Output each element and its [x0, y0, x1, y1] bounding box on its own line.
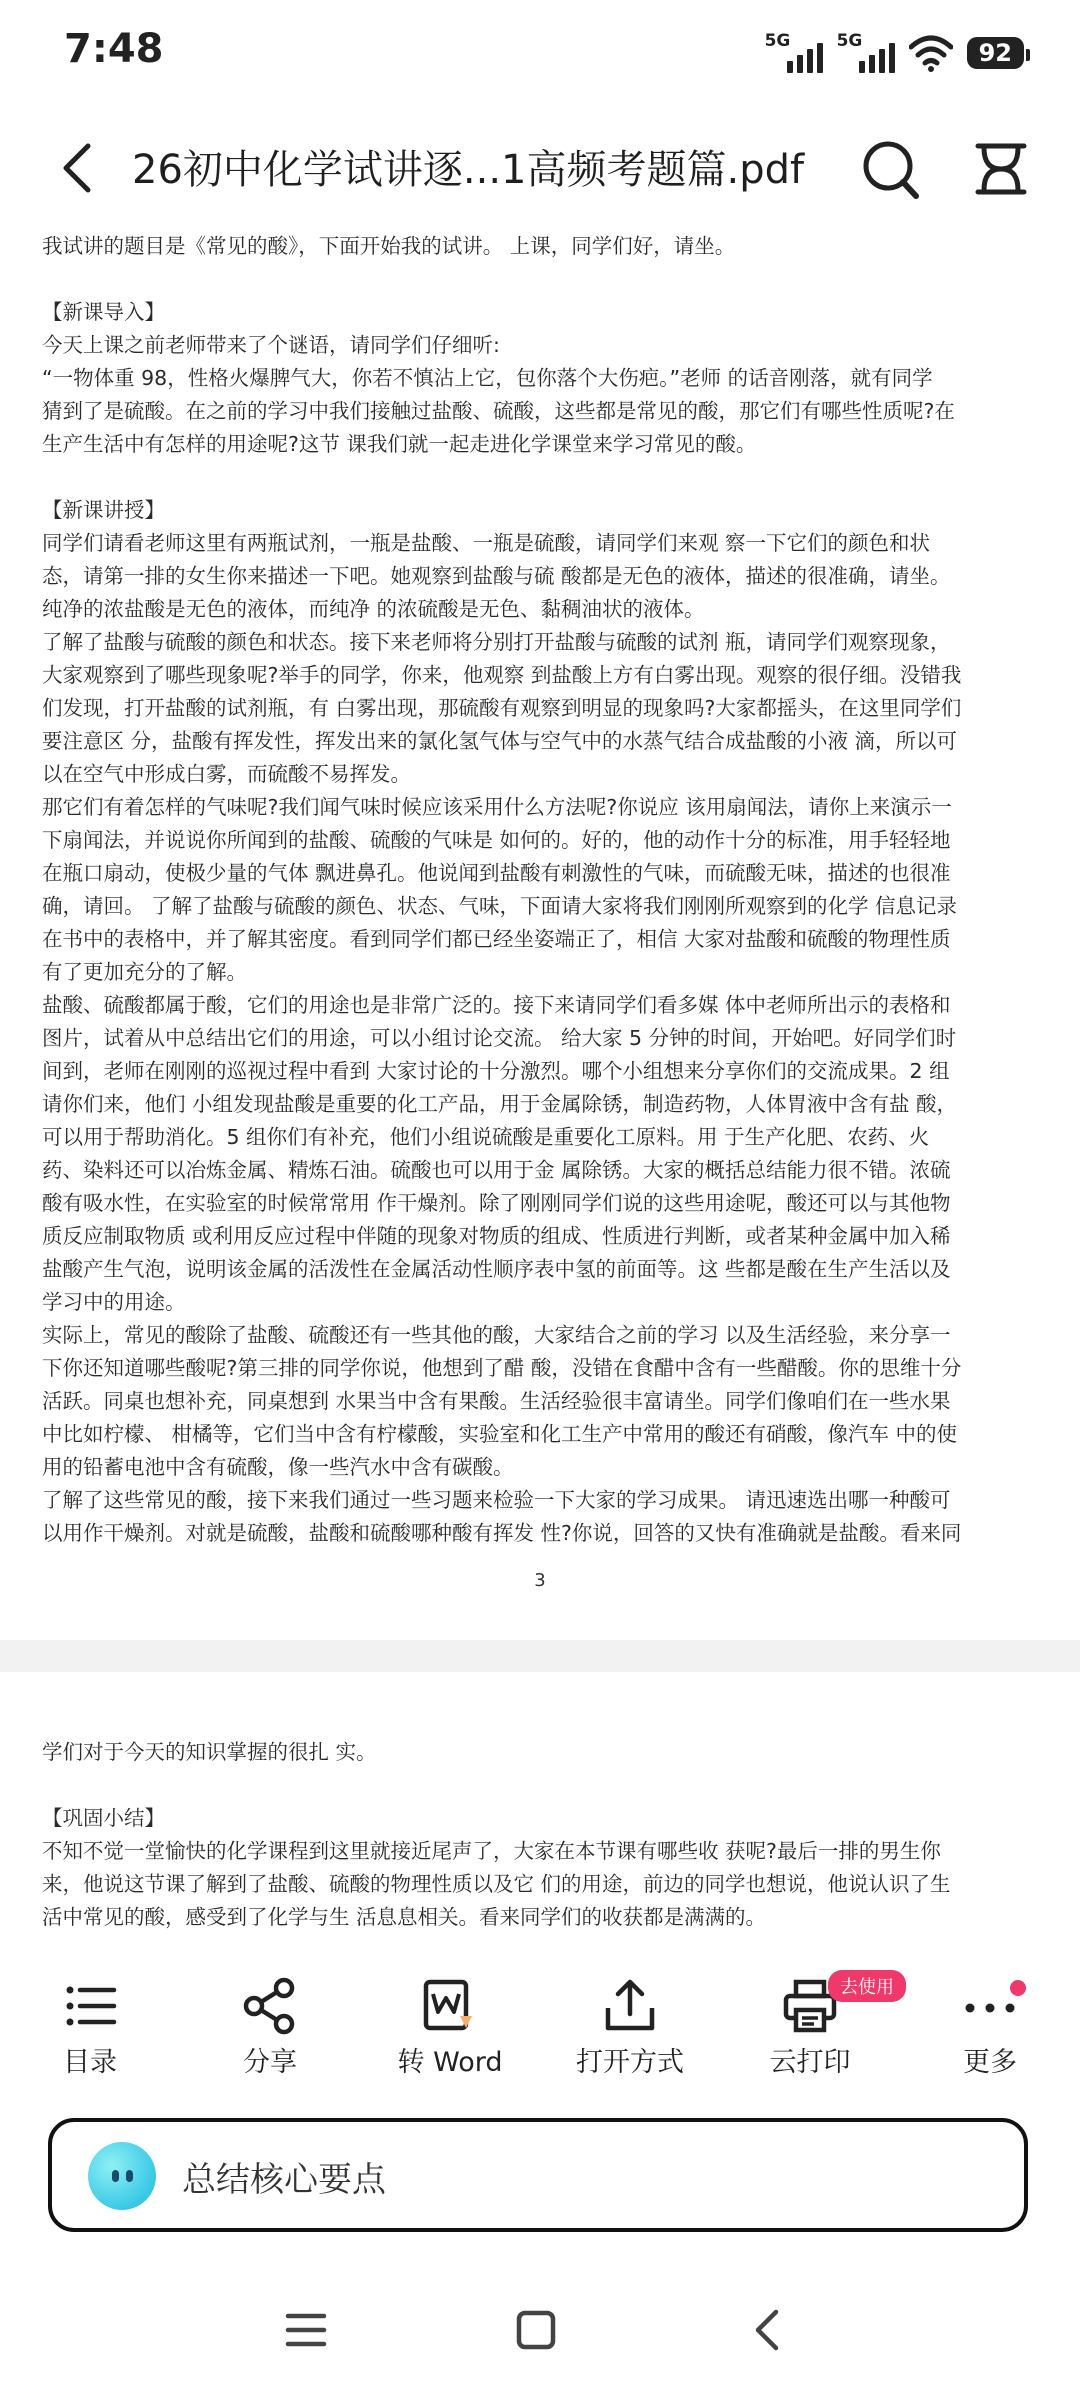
text-line: 下扇闻法，并说说你所闻到的盐酸、硫酸的气味是 如何的。好的，他的动作十分的标准，用手轻轻地	[42, 828, 951, 852]
text-line: 以在空气中形成白雾，而硫酸不易挥发。	[42, 762, 411, 786]
pdf-page	[0, 230, 1080, 1640]
text-line: 了解了盐酸与硫酸的颜色和状态。接下来老师将分别打开盐酸与硫酸的试剂 瓶，请同学们观察现象，	[42, 630, 951, 654]
text-line: 了解了这些常见的酸，接下来我们通过一些习题来检验一下大家的学习成果。 请迅速选出哪一种酸可	[42, 1488, 951, 1512]
text-line: 猜到了是硫酸。在之前的学习中我们接触过盐酸、硫酸，这些都是常见的酸，那它们有哪些性质呢?在	[42, 399, 955, 423]
text-line: 同学们请看老师这里有两瓶试剂，一瓶是盐酸、一瓶是硫酸，请同学们来观 察一下它们的颜色和状	[42, 531, 931, 555]
toolbar-label: 更多	[963, 2047, 1017, 2078]
text-line: 盐酸、硫酸都属于酸，它们的用途也是非常广泛的。接下来请同学们看多媒 体中老师所出示的表格和	[42, 993, 951, 1017]
text-line: 用的铅蓄电池中含有硫酸，像一些汽水中含有碳酸。	[42, 1455, 514, 1479]
text-line: “一物体重 98，性格火爆脾气大，你若不慎沾上它，包你落个大伤疤。”老师 的话音刚落，就有同学	[42, 366, 933, 390]
text-line: 盐酸产生气泡，说明该金属的活泼性在金属活动性顺序表中氢的前面等。这 些都是酸在生产生活以及	[42, 1257, 951, 1281]
assistant-avatar-icon	[88, 2142, 156, 2210]
text-line: 大家观察到了哪些现象呢?举手的同学，你来，他观察 到盐酸上方有白雾出现。观察的很仔细。没错我	[42, 663, 962, 687]
page-number: 3	[534, 1570, 546, 1591]
text-line: 学们对于今天的知识掌握的很扎 实。	[42, 1740, 377, 1764]
text-line: 【新课讲授】	[42, 498, 165, 522]
ai-summary-input[interactable]	[48, 2118, 1028, 2232]
text-line: 中比如柠檬、 柑橘等，它们当中含有柠檬酸，实验室和化工生产中常用的酸还有硝酸，像汽车 中的使	[42, 1422, 958, 1446]
cellular-signal-icon	[837, 31, 895, 75]
page-text	[42, 230, 1038, 1550]
ai-assistant-bar	[0, 2080, 1080, 2260]
back-arrow-icon[interactable]	[48, 136, 112, 200]
promo-badge[interactable]: 去使用	[828, 1970, 906, 2002]
bottom-toolbar	[0, 1960, 1080, 2080]
text-line: 学习中的用途。	[42, 1290, 186, 1314]
notification-dot	[1010, 1980, 1026, 1996]
text-line: 请你们来，他们 小组发现盐酸是重要的化工产品，用于金属除锈，制造药物，人体胃液中含有盐 酸，	[42, 1092, 958, 1116]
document-header	[0, 110, 1080, 230]
text-line: 今天上课之前老师带来了个谜语，请同学们仔细听:	[42, 333, 500, 357]
toolbar-label: 打开方式	[576, 2047, 684, 2078]
text-line	[42, 263, 1038, 296]
text-line: 质反应制取物质 或利用反应过程中伴随的现象对物质的组成、性质进行判断，或者某种金属中加入稀	[42, 1224, 951, 1248]
battery-indicator: 92	[967, 37, 1024, 69]
status-time: 7:48	[64, 26, 164, 72]
status-icons	[765, 28, 1024, 78]
list-icon	[60, 1976, 120, 2036]
text-line: 确，请回。 了解了盐酸与硫酸的颜色、状态、气味，下面请大家将我们刚刚所观察到的化学 信息记录	[42, 894, 958, 918]
share-icon	[240, 1976, 300, 2036]
menu-icon[interactable]	[276, 2300, 336, 2360]
text-line: 以用作干燥剂。对就是硫酸，盐酸和硫酸哪种酸有挥发 性?你说，回答的又快有准确就是盐酸。看来同	[42, 1521, 962, 1545]
text-line: 有了更加充分的了解。	[42, 960, 247, 984]
status-bar	[0, 0, 1080, 110]
text-line: 【新课导入】	[42, 300, 165, 324]
text-line: 活跃。同桌也想补充，同桌想到 水果当中含有果酸。生活经验很丰富请坐。同学们像咱们在一些水果	[42, 1389, 951, 1413]
cellular-signal-icon	[765, 31, 823, 75]
cloud-print-button[interactable]	[730, 1976, 894, 2078]
text-line: 可以用于帮助消化。5 组你们有补充，他们小组说硫酸是重要化工原料。用 于生产化肥、农药、火	[42, 1125, 930, 1149]
open-with-button[interactable]	[550, 1976, 710, 2076]
text-line: 【巩固小结】	[42, 1806, 165, 1830]
wifi-icon	[909, 33, 953, 73]
toolbar-label: 分享	[243, 2047, 297, 2078]
sort-icon[interactable]	[970, 134, 1032, 204]
document-title: 26初中化学试讲逐...1高频考题篇.pdf	[132, 147, 805, 193]
text-line: 下你还知道哪些酸呢?第三排的同学你说，他想到了醋 酸，没错在食醋中含有一些醋酸。你的思维十分	[42, 1356, 962, 1380]
toolbar-label: 目录	[63, 2047, 117, 2078]
page-text	[42, 1736, 1038, 1934]
text-line: 实际上，常见的酸除了盐酸、硫酸还有一些其他的酸，大家结合之前的学习 以及生活经验，来分享一	[42, 1323, 951, 1347]
text-line: 在书中的表格中，并了解其密度。看到同学们都已经坐姿端正了，相信 大家对盐酸和硫酸的物理性质	[42, 927, 951, 951]
upload-icon	[600, 1976, 660, 2036]
toc-button[interactable]	[10, 1976, 170, 2076]
home-square-icon[interactable]	[506, 2300, 566, 2360]
text-line: 我试讲的题目是《常见的酸》，下面开始我的试讲。 上课，同学们好，请坐。	[42, 234, 736, 258]
signal-label: 5G	[836, 31, 863, 51]
text-line: 那它们有着怎样的气味呢?我们闻气味时候应该采用什么方法呢?你说应 该用扇闻法，请你上来演示一	[42, 795, 952, 819]
pdf-page	[0, 1672, 1080, 1968]
toolbar-label: 云打印	[769, 2047, 851, 2078]
ai-prompt-text: 总结核心要点	[182, 2160, 386, 2200]
convert-word-button[interactable]	[370, 1976, 530, 2076]
text-line	[42, 1769, 1038, 1802]
text-line: 药、染料还可以冶炼金属、精炼石油。硫酸也可以用于金 属除锈。大家的概括总结能力很不错。浓硫	[42, 1158, 951, 1182]
word-convert-icon	[420, 1976, 480, 2036]
text-line: 态，请第一排的女生你来描述一下吧。她观察到盐酸与硫 酸都是无色的液体，描述的很准确，请坐。	[42, 564, 951, 588]
text-line: 不知不觉一堂愉快的化学课程到这里就接近尾声了，大家在本节课有哪些收 获呢?最后一排的男生你	[42, 1839, 941, 1863]
signal-label: 5G	[764, 31, 791, 51]
toolbar-label: 转 Word	[397, 2047, 503, 2078]
text-line	[42, 461, 1038, 494]
text-line: 纯净的浓盐酸是无色的液体，而纯净 的浓硫酸是无色、黏稠油状的液体。	[42, 597, 705, 621]
text-line: 生产生活中有怎样的用途呢?这节 课我们就一起走进化学课堂来学习常见的酸。	[42, 432, 757, 456]
text-line: 们发现，打开盐酸的试剂瓶，有 白雾出现，那硫酸有观察到明显的现象吗?大家都摇头，在这里同学们	[42, 696, 962, 720]
text-line: 图片，试着从中总结出它们的用途，可以小组讨论交流。 给大家 5 分钟的时间，开始吧。好同学们时	[42, 1026, 957, 1050]
search-icon[interactable]	[858, 134, 922, 204]
text-line: 要注意区 分，盐酸有挥发性，挥发出来的氯化氢气体与空气中的水蒸气结合成盐酸的小液 滴，所以可	[42, 729, 958, 753]
text-line: 来，他说这节课了解到了盐酸、硫酸的物理性质以及它 们的用途，前边的同学也想说，他说认识了生	[42, 1872, 951, 1896]
share-button[interactable]	[190, 1976, 350, 2076]
text-line: 在瓶口扇动，使极少量的气体 飘进鼻孔。他说闻到盐酸有刺激性的气味，而硫酸无味，描述的也很准	[42, 861, 951, 885]
nav-back-icon[interactable]	[738, 2300, 798, 2360]
text-line: 活中常见的酸，感受到了化学与生 活息息相关。看来同学们的收获都是满满的。	[42, 1905, 767, 1929]
more-button[interactable]	[910, 1976, 1070, 2076]
text-line: 酸有吸水性，在实验室的时候常常用 作干燥剂。除了刚刚同学们说的这些用途呢，酸还可以与其他物	[42, 1191, 951, 1215]
text-line: 间到，老师在刚刚的巡视过程中看到 大家讨论的十分激烈。哪个小组想来分享你们的交流成果。2 组	[42, 1059, 950, 1083]
system-nav-bar	[0, 2260, 1080, 2401]
